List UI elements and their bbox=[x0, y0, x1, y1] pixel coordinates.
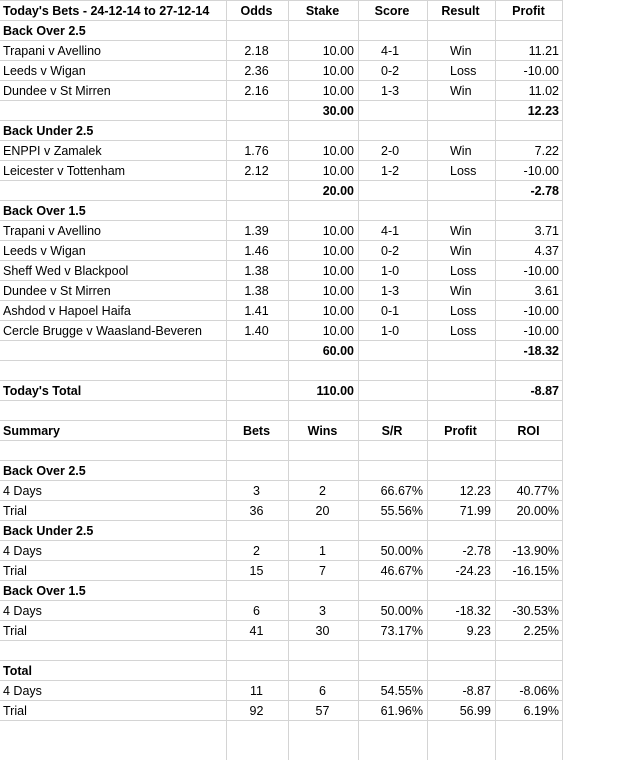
summary-row-label: Trial bbox=[3, 564, 27, 578]
summary-group-title: Back Over 2.5 bbox=[3, 464, 86, 478]
gridline-horizontal bbox=[0, 340, 563, 341]
summary-roi: -8.06% bbox=[519, 684, 559, 698]
bet-score: 1-3 bbox=[381, 84, 400, 98]
bet-score: 1-0 bbox=[381, 324, 400, 338]
summary-row-label: Trial bbox=[3, 624, 27, 638]
summary-wins: 7 bbox=[319, 564, 326, 578]
summary-header-roi: ROI bbox=[517, 424, 540, 438]
sheet-title: Today's Bets - 24-12-14 to 27-12-14 bbox=[3, 4, 210, 18]
summary-bets: 41 bbox=[249, 624, 264, 638]
bet-result: Loss bbox=[450, 304, 477, 318]
summary-row-label: 4 Days bbox=[3, 484, 42, 498]
bet-odds: 1.40 bbox=[244, 324, 269, 338]
bet-result: Win bbox=[450, 284, 472, 298]
bet-profit: 3.71 bbox=[534, 224, 559, 238]
bet-profit: -10.00 bbox=[523, 324, 559, 338]
summary-profit: 71.99 bbox=[459, 504, 491, 518]
gridline-horizontal bbox=[0, 140, 563, 141]
gridline-horizontal bbox=[0, 480, 563, 481]
gridline-horizontal bbox=[0, 40, 563, 41]
bet-result: Win bbox=[450, 244, 472, 258]
gridline-horizontal bbox=[0, 560, 563, 561]
summary-roi: 6.19% bbox=[523, 704, 559, 718]
summary-header-sr: S/R bbox=[381, 424, 403, 438]
summary-sr: 50.00% bbox=[380, 544, 423, 558]
bet-profit: -10.00 bbox=[523, 304, 559, 318]
bet-score: 1-3 bbox=[381, 284, 400, 298]
gridline-horizontal bbox=[0, 80, 563, 81]
bet-result: Loss bbox=[450, 264, 477, 278]
gridline-vertical bbox=[427, 0, 428, 760]
bet-profit: 4.37 bbox=[534, 244, 559, 258]
summary-wins: 1 bbox=[319, 544, 326, 558]
bet-profit: 11.02 bbox=[528, 84, 559, 98]
bet-profit: 3.61 bbox=[534, 284, 559, 298]
section-title: Back Over 2.5 bbox=[3, 24, 86, 38]
section-title: Back Under 2.5 bbox=[3, 124, 94, 138]
bet-odds: 1.39 bbox=[244, 224, 269, 238]
gridline-horizontal bbox=[0, 120, 563, 121]
bet-score: 0-2 bbox=[381, 244, 400, 258]
bet-match: Cercle Brugge v Waasland-Beveren bbox=[3, 324, 202, 338]
todays-total-label: Today's Total bbox=[3, 384, 82, 398]
gridline-vertical bbox=[495, 0, 496, 760]
summary-group-title: Total bbox=[3, 664, 32, 678]
bet-profit: -10.00 bbox=[523, 164, 559, 178]
summary-profit: -18.32 bbox=[455, 604, 491, 618]
gridline-vertical bbox=[358, 0, 359, 760]
bet-score: 0-1 bbox=[381, 304, 400, 318]
gridline-horizontal bbox=[0, 260, 563, 261]
bet-stake: 10.00 bbox=[322, 304, 354, 318]
summary-bets: 11 bbox=[250, 684, 263, 698]
summary-profit: 12.23 bbox=[459, 484, 491, 498]
bet-result: Win bbox=[450, 224, 472, 238]
summary-sr: 55.56% bbox=[380, 504, 423, 518]
summary-profit: -2.78 bbox=[462, 544, 491, 558]
bet-odds: 1.46 bbox=[244, 244, 269, 258]
bet-stake: 10.00 bbox=[322, 324, 354, 338]
bet-stake: 10.00 bbox=[322, 164, 354, 178]
bet-stake: 10.00 bbox=[322, 144, 354, 158]
gridline-horizontal bbox=[0, 320, 563, 321]
bet-match: Ashdod v Hapoel Haifa bbox=[3, 304, 131, 318]
summary-sr: 50.00% bbox=[380, 604, 423, 618]
header-score: Score bbox=[374, 4, 410, 18]
gridline-horizontal bbox=[0, 680, 563, 681]
summary-row-label: 4 Days bbox=[3, 544, 42, 558]
gridline-horizontal bbox=[0, 440, 563, 441]
summary-sr: 46.67% bbox=[380, 564, 423, 578]
bet-odds: 2.16 bbox=[244, 84, 269, 98]
bet-odds: 1.38 bbox=[244, 264, 269, 278]
summary-wins: 20 bbox=[315, 504, 330, 518]
todays-total-stake: 110.00 bbox=[316, 384, 354, 398]
summary-profit: -24.23 bbox=[455, 564, 491, 578]
summary-roi: 20.00% bbox=[516, 504, 559, 518]
bet-match: Leicester v Tottenham bbox=[3, 164, 126, 178]
summary-sr: 66.67% bbox=[380, 484, 423, 498]
summary-roi: -30.53% bbox=[512, 604, 559, 618]
header-result: Result bbox=[441, 4, 480, 18]
gridline-horizontal bbox=[0, 300, 563, 301]
summary-row-label: Trial bbox=[3, 704, 27, 718]
bet-stake: 10.00 bbox=[322, 264, 354, 278]
summary-roi: -16.15% bbox=[512, 564, 559, 578]
gridline-horizontal bbox=[0, 640, 563, 641]
summary-wins: 2 bbox=[319, 484, 326, 498]
gridline-horizontal bbox=[0, 220, 563, 221]
bet-odds: 2.12 bbox=[244, 164, 269, 178]
summary-bets: 15 bbox=[249, 564, 264, 578]
bet-profit: -10.00 bbox=[523, 264, 559, 278]
bet-stake: 10.00 bbox=[322, 224, 354, 238]
gridline-horizontal bbox=[0, 380, 563, 381]
section-total-profit: 12.23 bbox=[527, 104, 559, 118]
bet-profit: -10.00 bbox=[523, 64, 559, 78]
summary-roi: 2.25% bbox=[523, 624, 559, 638]
summary-sr: 61.96% bbox=[380, 704, 423, 718]
bet-stake: 10.00 bbox=[322, 244, 354, 258]
summary-row-label: 4 Days bbox=[3, 604, 42, 618]
section-total-stake: 60.00 bbox=[322, 344, 354, 358]
bet-odds: 2.36 bbox=[244, 64, 269, 78]
gridline-horizontal bbox=[0, 600, 563, 601]
summary-title: Summary bbox=[3, 424, 60, 438]
gridline-horizontal bbox=[0, 500, 563, 501]
bet-odds: 1.41 bbox=[244, 304, 269, 318]
summary-bets: 92 bbox=[249, 704, 264, 718]
summary-group-title: Back Over 1.5 bbox=[3, 584, 86, 598]
gridline-horizontal bbox=[0, 700, 563, 701]
gridline-vertical bbox=[562, 0, 563, 760]
todays-total-profit: -8.87 bbox=[530, 384, 559, 398]
bet-score: 0-2 bbox=[381, 64, 400, 78]
gridline-horizontal bbox=[0, 460, 563, 461]
gridline-horizontal bbox=[0, 620, 563, 621]
summary-profit: 9.23 bbox=[466, 624, 491, 638]
bet-result: Win bbox=[450, 84, 472, 98]
bet-profit: 7.22 bbox=[534, 144, 559, 158]
bet-result: Win bbox=[450, 144, 472, 158]
bet-stake: 10.00 bbox=[322, 284, 354, 298]
gridline-horizontal bbox=[0, 180, 563, 181]
bet-profit: 11.21 bbox=[528, 44, 559, 58]
gridline-horizontal bbox=[0, 20, 563, 21]
gridline-horizontal bbox=[0, 720, 563, 721]
summary-header-wins: Wins bbox=[307, 424, 338, 438]
summary-sr: 54.55% bbox=[380, 684, 423, 698]
summary-profit: -8.87 bbox=[462, 684, 491, 698]
bet-match: Trapani v Avellino bbox=[3, 44, 101, 58]
gridline-horizontal bbox=[0, 280, 563, 281]
bet-odds: 2.18 bbox=[244, 44, 269, 58]
bet-match: Leeds v Wigan bbox=[3, 244, 86, 258]
bet-match: Leeds v Wigan bbox=[3, 64, 86, 78]
section-total-stake: 30.00 bbox=[322, 104, 354, 118]
gridline-horizontal bbox=[0, 60, 563, 61]
summary-profit: 56.99 bbox=[459, 704, 491, 718]
bet-match: Dundee v St Mirren bbox=[3, 84, 111, 98]
bet-odds: 1.76 bbox=[244, 144, 269, 158]
section-total-stake: 20.00 bbox=[322, 184, 354, 198]
bet-stake: 10.00 bbox=[322, 84, 354, 98]
summary-group-title: Back Under 2.5 bbox=[3, 524, 94, 538]
summary-header-profit: Profit bbox=[444, 424, 477, 438]
bet-score: 1-0 bbox=[381, 264, 400, 278]
gridline-horizontal bbox=[0, 0, 563, 1]
bet-match: Sheff Wed v Blackpool bbox=[3, 264, 129, 278]
summary-wins: 3 bbox=[319, 604, 326, 618]
gridline-horizontal bbox=[0, 420, 563, 421]
summary-wins: 57 bbox=[315, 704, 330, 718]
header-odds: Odds bbox=[240, 4, 273, 18]
gridline-horizontal bbox=[0, 400, 563, 401]
bet-result: Loss bbox=[450, 164, 477, 178]
bet-odds: 1.38 bbox=[244, 284, 269, 298]
gridline-horizontal bbox=[0, 540, 563, 541]
bet-match: Trapani v Avellino bbox=[3, 224, 101, 238]
summary-sr: 73.17% bbox=[380, 624, 423, 638]
gridline-horizontal bbox=[0, 580, 563, 581]
bet-score: 2-0 bbox=[381, 144, 400, 158]
summary-bets: 36 bbox=[249, 504, 264, 518]
summary-bets: 6 bbox=[253, 604, 260, 618]
bet-result: Loss bbox=[450, 324, 477, 338]
bet-result: Win bbox=[450, 44, 472, 58]
gridline-horizontal bbox=[0, 160, 563, 161]
summary-row-label: 4 Days bbox=[3, 684, 42, 698]
bet-score: 1-2 bbox=[381, 164, 400, 178]
gridline-horizontal bbox=[0, 520, 563, 521]
section-total-profit: -18.32 bbox=[523, 344, 559, 358]
bet-match: ENPPI v Zamalek bbox=[3, 144, 102, 158]
section-title: Back Over 1.5 bbox=[3, 204, 86, 218]
summary-bets: 3 bbox=[253, 484, 260, 498]
gridline-horizontal bbox=[0, 360, 563, 361]
gridline-vertical bbox=[288, 0, 289, 760]
bet-score: 4-1 bbox=[381, 224, 400, 238]
bet-match: Dundee v St Mirren bbox=[3, 284, 111, 298]
gridline-horizontal bbox=[0, 660, 563, 661]
summary-roi: -13.90% bbox=[512, 544, 559, 558]
bet-stake: 10.00 bbox=[322, 44, 354, 58]
section-total-profit: -2.78 bbox=[530, 184, 559, 198]
header-profit: Profit bbox=[512, 4, 545, 18]
bet-result: Loss bbox=[450, 64, 477, 78]
gridline-vertical bbox=[226, 0, 227, 760]
summary-wins: 30 bbox=[315, 624, 330, 638]
gridline-horizontal bbox=[0, 240, 563, 241]
summary-wins: 6 bbox=[319, 684, 326, 698]
summary-roi: 40.77% bbox=[516, 484, 559, 498]
gridline-horizontal bbox=[0, 100, 563, 101]
summary-bets: 2 bbox=[253, 544, 260, 558]
bet-score: 4-1 bbox=[381, 44, 400, 58]
gridline-horizontal bbox=[0, 200, 563, 201]
bet-stake: 10.00 bbox=[322, 64, 354, 78]
summary-header-bets: Bets bbox=[242, 424, 271, 438]
header-stake: Stake bbox=[305, 4, 340, 18]
summary-row-label: Trial bbox=[3, 504, 27, 518]
